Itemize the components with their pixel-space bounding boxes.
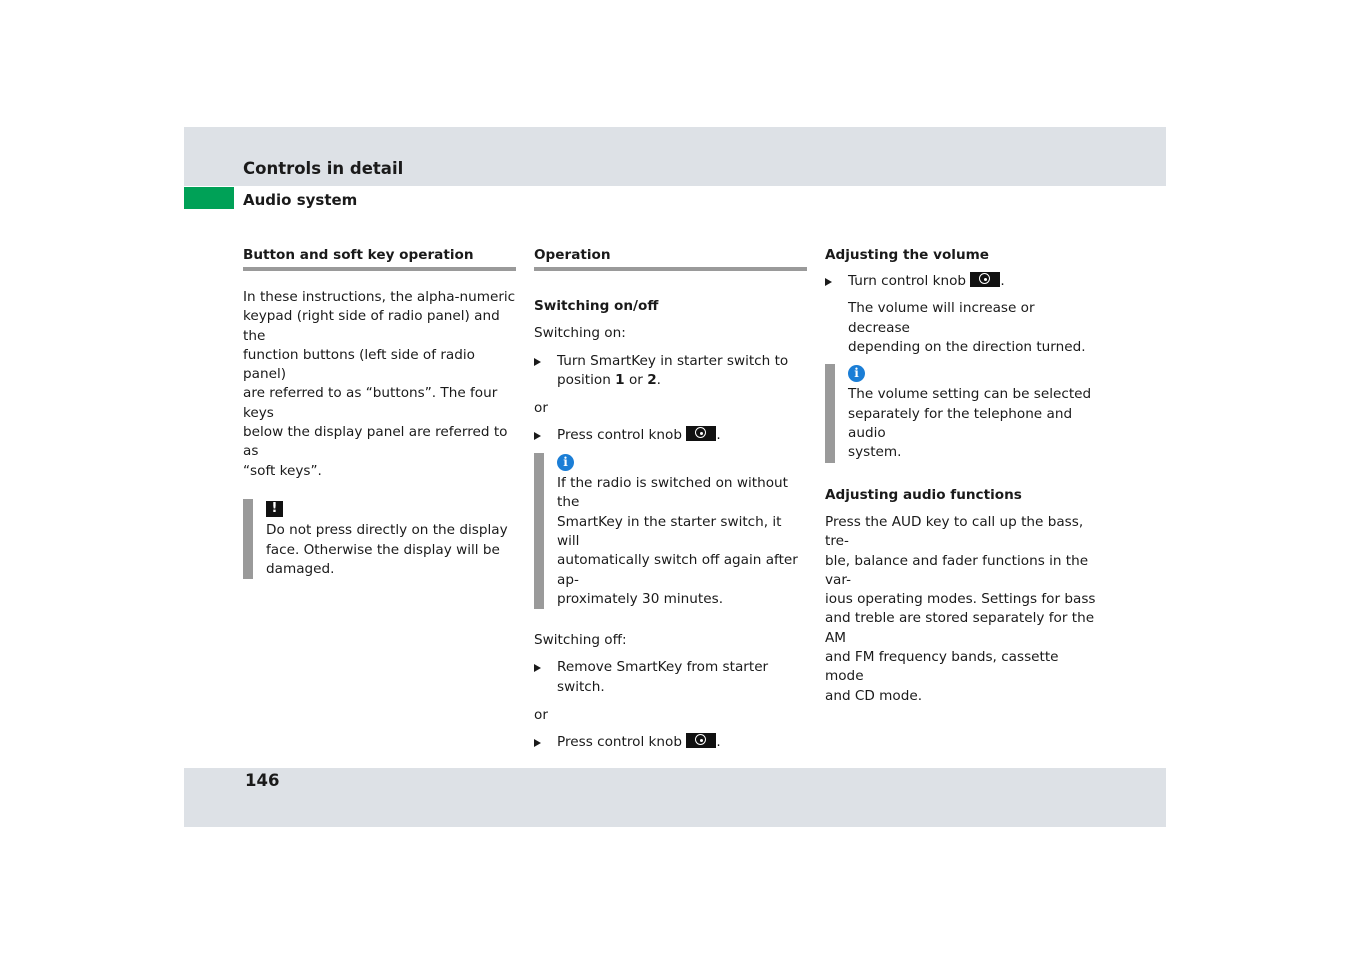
section-marker xyxy=(184,187,234,209)
warning-note xyxy=(243,499,516,579)
control-knob-icon xyxy=(686,426,716,441)
subsection-title: Audio system xyxy=(243,191,358,209)
section-title: Controls in detail xyxy=(243,159,404,178)
heading-rule xyxy=(534,267,807,271)
bullet-arrow-icon xyxy=(825,278,832,286)
bullet-arrow-icon xyxy=(534,664,541,672)
warning-text: Do not press directly on the display face. Otherwise the display will be damaged. xyxy=(266,522,508,577)
step-press-knob-off: Press control knob . xyxy=(534,733,807,752)
info-icon: i xyxy=(848,365,865,382)
info-note xyxy=(825,364,1098,462)
info-note xyxy=(534,453,807,609)
column-button-operation xyxy=(243,246,516,579)
or-label: or xyxy=(534,400,548,417)
info-icon: i xyxy=(557,454,574,471)
column-heading: Button and soft key operation xyxy=(243,247,474,263)
footer-band xyxy=(184,768,1166,827)
or-label: or xyxy=(534,707,548,724)
switching-off-label: Switching off: xyxy=(534,632,627,649)
note-bar xyxy=(243,499,253,579)
volume-heading: Adjusting the volume xyxy=(825,247,990,263)
heading-rule xyxy=(243,267,516,271)
note-bar xyxy=(534,453,544,609)
switching-heading: Switching on/off xyxy=(534,298,659,314)
column-heading: Operation xyxy=(534,247,611,263)
volume-result: The volume will increase or decrease depending on the direction turned. xyxy=(848,300,1086,355)
bullet-arrow-icon xyxy=(534,358,541,366)
step-remove-smartkey: Remove SmartKey from starter switch. xyxy=(534,658,807,697)
audio-functions-text: Press the AUD key to call up the bass, tre- ble, balance and fader functions in the var- ious operating modes. Settings for bass and treble are stored separately for the AM and FM frequency bands, cassette mode and CD mode. xyxy=(825,513,1096,704)
page-number: 146 xyxy=(245,771,280,790)
column-volume xyxy=(825,246,1098,706)
info-text: The volume setting can be selected separately for the telephone and audio system. xyxy=(848,386,1092,461)
audio-functions-heading: Adjusting audio functions xyxy=(825,486,1022,503)
bullet-arrow-icon xyxy=(534,432,541,440)
control-knob-icon xyxy=(686,733,716,748)
step-press-knob: Press control knob . xyxy=(534,426,807,445)
step-turn-knob: Turn control knob . xyxy=(825,272,1098,291)
info-text: If the radio is switched on without the SmartKey in the starter switch, it will automatically switch off again after ap- proximately 30 minutes. xyxy=(557,475,798,607)
switching-on-label: Switching on: xyxy=(534,325,626,342)
control-knob-icon xyxy=(970,272,1000,287)
bullet-arrow-icon xyxy=(534,739,541,747)
warning-icon: ! xyxy=(266,501,283,517)
step-turn-smartkey: Turn SmartKey in starter switch to position 1 or 2. xyxy=(534,352,807,391)
note-bar xyxy=(825,364,835,462)
column-operation xyxy=(534,246,807,753)
intro-paragraph: In these instructions, the alpha-numeric keypad (right side of radio panel) and the function buttons (left side of radio panel) are referred to as “buttons”. The four keys below the display panel are referred to as “soft keys”. xyxy=(243,289,516,479)
